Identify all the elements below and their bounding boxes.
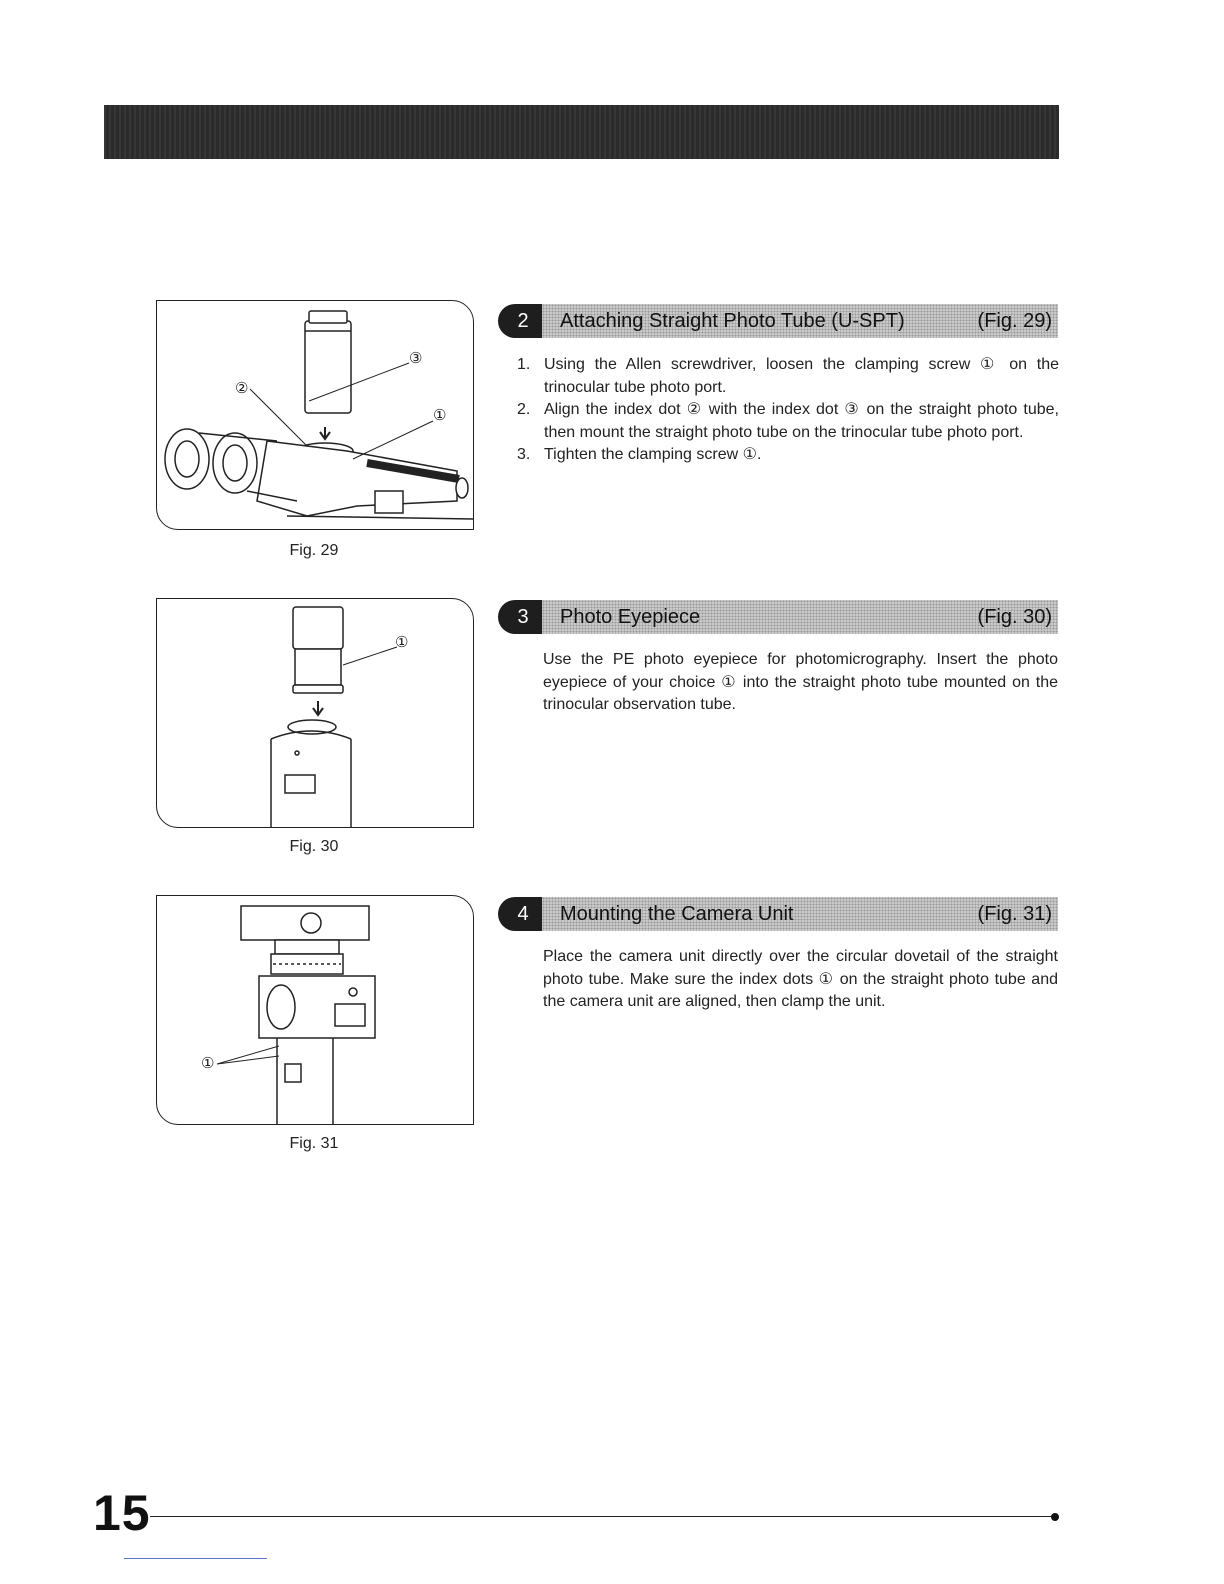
figure-31-illustration	[156, 895, 474, 1125]
step-number: 1.	[517, 356, 531, 373]
header-band	[104, 105, 1059, 159]
footer-dot	[1051, 1513, 1059, 1521]
section-title: Mounting the Camera Unit	[560, 903, 794, 925]
step-item	[514, 399, 1059, 444]
footer-link-underline	[124, 1558, 267, 1559]
photo-eyepiece-text: Use the PE photo eyepiece for photomicrography. Insert the photo eyepiece of your choice ① into the straight photo tube mounted on the trinocular observation tube.	[543, 651, 1058, 713]
fig30-drawing	[157, 599, 473, 827]
section-fig-ref: (Fig. 31)	[977, 903, 1052, 925]
section-fig-ref: (Fig. 30)	[977, 606, 1052, 628]
figure-30-illustration	[156, 598, 474, 828]
section-number-badge: 3	[498, 600, 542, 634]
section-title: Attaching Straight Photo Tube (U-SPT)	[560, 310, 905, 332]
callout-1: ①	[201, 1055, 215, 1072]
section-number-badge: 4	[498, 897, 542, 931]
step-number: 2.	[517, 401, 531, 418]
callout-1: ①	[395, 634, 409, 651]
step-item	[514, 444, 1059, 467]
figure-30-caption: Fig. 30	[289, 838, 339, 855]
section-heading-photo-eyepiece	[498, 600, 1058, 634]
section-fig-ref: (Fig. 29)	[977, 310, 1052, 332]
step-number: 3.	[517, 446, 531, 463]
figure-31-caption: Fig. 31	[289, 1135, 339, 1152]
section-heading-camera-unit	[498, 897, 1058, 931]
step-text: Using the Allen screwdriver, loosen the clamping screw ① on the trinocular tube photo port.	[544, 356, 1059, 396]
fig29-drawing	[157, 301, 473, 529]
attaching-photo-tube-steps	[514, 354, 1059, 467]
figure-29-illustration	[156, 300, 474, 530]
callout-3: ③	[409, 350, 423, 367]
fig31-drawing	[157, 896, 473, 1124]
step-text: Align the index dot ② with the index dot ③ on the straight photo tube, then mount the straight photo tube on the trinocular tube photo port.	[544, 401, 1059, 441]
section-title: Photo Eyepiece	[560, 606, 701, 628]
step-item	[514, 354, 1059, 399]
section-number-badge: 2	[498, 304, 542, 338]
callout-2: ②	[235, 380, 249, 397]
section-heading-attaching-photo-tube	[498, 304, 1058, 338]
step-text: Tighten the clamping screw ①.	[544, 446, 762, 463]
camera-unit-text: Place the camera unit directly over the circular dovetail of the straight photo tube. Make sure the index dots ① on the straight photo tube and the camera unit are aligned, then clamp the unit.	[543, 948, 1058, 1010]
footer-rule	[150, 1516, 1054, 1517]
figure-29-caption: Fig. 29	[289, 542, 339, 559]
page-number: 15	[93, 1485, 151, 1541]
callout-1: ①	[433, 407, 447, 424]
